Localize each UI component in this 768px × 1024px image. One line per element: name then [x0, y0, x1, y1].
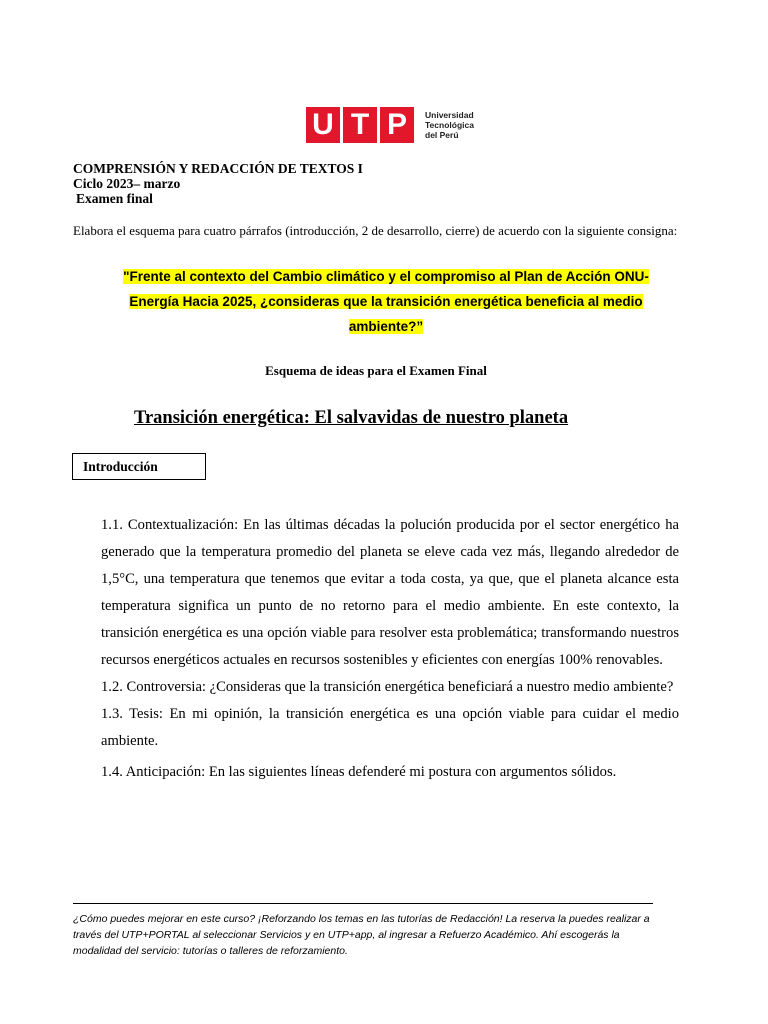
prompt-line-3: ambiente?” — [348, 319, 424, 334]
paragraph-controversia: 1.2. Controversia: ¿Consideras que la transición energética beneficiará a nuestro medio ambiente? — [101, 679, 674, 695]
logo-line-2: Tecnológica — [425, 120, 474, 130]
utp-logo — [306, 107, 474, 143]
footer-note: ¿Cómo puedes mejorar en este curso? ¡Reforzando los temas en las tutorías de Redacción! La reserva la puedes realizar a través del UTP+PORTAL al seleccionar Servicios y en UTP+app, al ingresar a Refuerzo Académico. Ahí escogerás la modalidad del servicio: tutorías o talleres de reforzamiento. — [73, 913, 650, 957]
utp-logo-blocks — [306, 107, 417, 143]
prompt-quote — [100, 264, 672, 339]
logo-line-3: del Perú — [425, 130, 459, 140]
exam-label: Examen final — [76, 191, 153, 206]
instructions-text: Elabora el esquema para cuatro párrafos (introducción, 2 de desarrollo, cierre) de acuerdo con la siguiente consigna: — [73, 223, 678, 238]
logo-letter-u: U — [306, 107, 340, 143]
essay-title: Transición energética: El salvavidas de nuestro planeta — [134, 408, 569, 428]
document-header — [73, 161, 363, 206]
paragraph-anticipacion: 1.4. Anticipación: En las siguientes líneas defenderé mi postura con argumentos sólidos. — [101, 764, 617, 780]
schema-title: Esquema de ideas para el Examen Final — [265, 363, 487, 378]
course-name: COMPRENSIÓN Y REDACCIÓN DE TEXTOS I — [73, 161, 363, 176]
logo-line-1: Universidad — [425, 110, 474, 120]
paragraph-contextualizacion: 1.1. Contextualización: En las últimas décadas la polución producida por el sector energético ha generado que la temperatura promedio del planeta se eleve cada vez más, llegando alrededor de 1,5°C, una temperatura que tenemos que evitar a toda costa, ya que, que el planeta alcance esta temperatura significa un punto de no retorno para el medio ambiente. En este contexto, la transición energética es una opción viable para resolver esta problemática; transformando nuestros recursos energéticos actuales en recursos sostenibles y eficientes con energías 100% renovables. — [101, 517, 679, 668]
paragraph-tesis: 1.3. Tesis: En mi opinión, la transición energética es una opción viable para cuidar el medio ambiente. — [101, 706, 679, 749]
course-cycle: Ciclo 2023– marzo — [73, 176, 181, 191]
introduction-body — [101, 512, 679, 790]
logo-letter-p: P — [380, 107, 414, 143]
footer-divider — [73, 903, 653, 904]
logo-wordmark — [425, 110, 474, 140]
section-label-introduccion: Introducción — [72, 453, 206, 480]
prompt-line-2: Energía Hacia 2025, ¿consideras que la transición energética beneficia al medio — [129, 294, 643, 309]
prompt-line-1: "Frente al contexto del Cambio climático y el compromiso al Plan de Acción ONU- — [123, 269, 649, 284]
logo-letter-t: T — [343, 107, 377, 143]
